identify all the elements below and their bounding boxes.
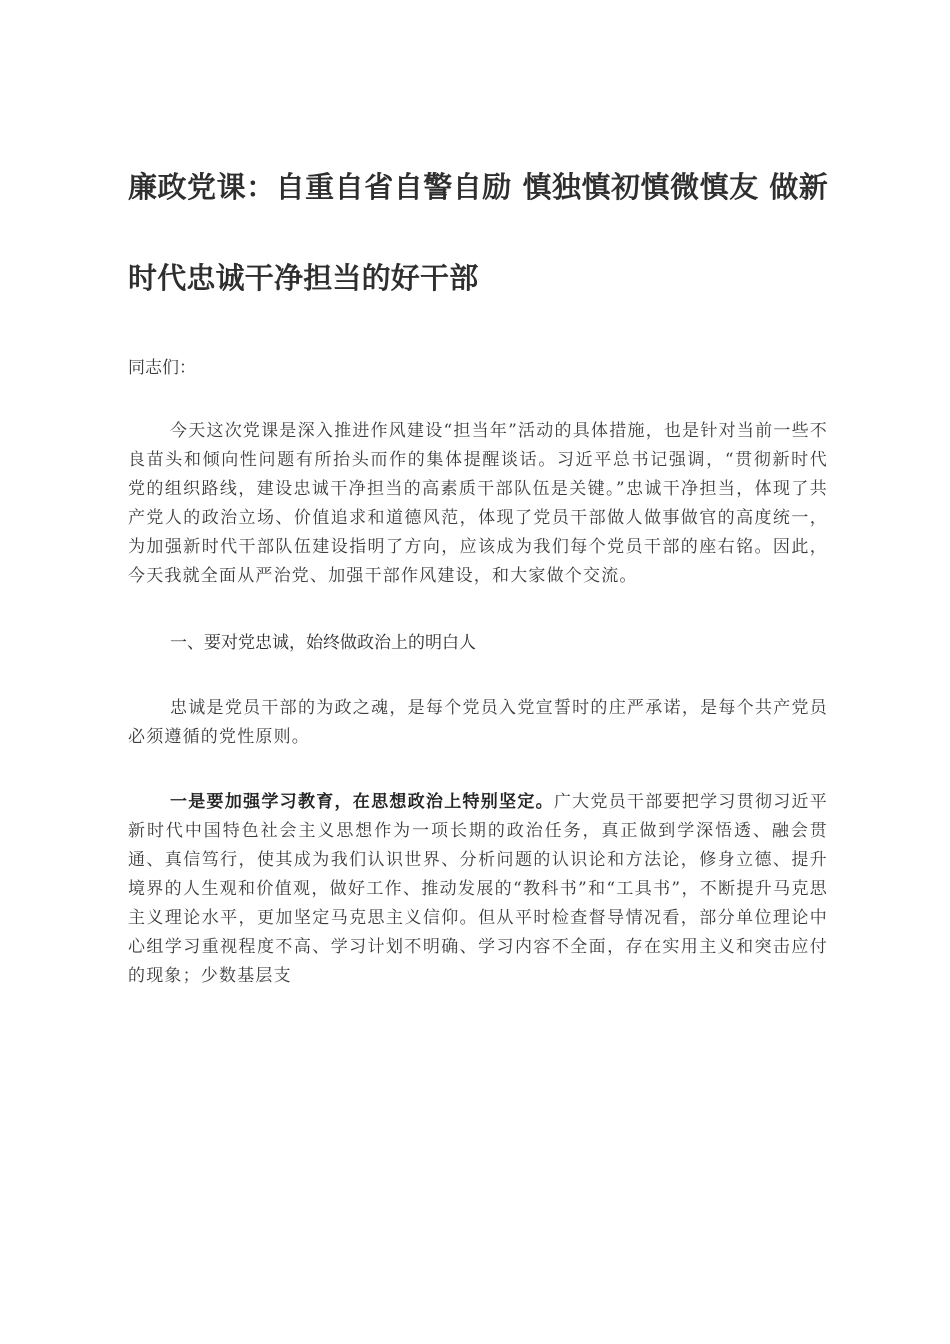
- section-heading-1: 一、要对党忠诚，始终做政治上的明白人: [170, 633, 476, 653]
- document-title: [128, 160, 828, 306]
- document-body: [128, 160, 828, 991]
- paragraph-intro: 今天这次党课是深入推进作风建设“担当年”活动的具体措施，也是针对当前一些不良苗头和倾向性问题有所抬头而作的集体提醒谈话。习近平总书记强调，“贯彻新时代党的组织路线，建设忠诚干净担当的高素质干部队伍是关键。”忠诚干净担当，体现了共产党人的政治立场、价值追求和道德风范，体现了党员干部做人做事做官的高度统一，为加强新时代干部队伍建设指明了方向，应该成为我们每个党员干部的座右铭。因此，今天我就全面从严治党、加强干部作风建设，和大家做个交流。: [128, 421, 828, 586]
- paragraph-body: 广大党员干部要把学习贯彻习近平新时代中国特色社会主义思想作为一项长期的政治任务，真正做到学深悟透、融会贯通、真信笃行，使其成为我们认识世界、分析问题的认识论和方法论，修身立德、提升境界的人生观和价值观，做好工作、推动发展的“教科书”和“工具书”，不断提升马克思主义理论水平，更加坚定马克思主义信仰。但从平时检查督导情况看，部分单位理论中心组学习重视程度不高、学习计划不明确、学习内容不全面，存在实用主义和突击应付的现象；少数基层支: [128, 792, 829, 986]
- paragraph-loyalty: 忠诚是党员干部的为政之魂，是每个党员入党宣誓时的庄严承诺，是每个共产党员必须遵循的党性原则。: [128, 698, 828, 747]
- salutation: 同志们：: [128, 358, 196, 378]
- paragraph-lead-bold: 一是要加强学习教育，在思想政治上特别坚定。: [170, 792, 554, 812]
- title-line-1: 廉政党课：自重自省自警自励 慎独慎初慎微慎友 做新: [128, 170, 828, 204]
- paragraph-study: [128, 788, 828, 991]
- title-line-2: 时代忠诚干净担当的好干部: [128, 261, 479, 295]
